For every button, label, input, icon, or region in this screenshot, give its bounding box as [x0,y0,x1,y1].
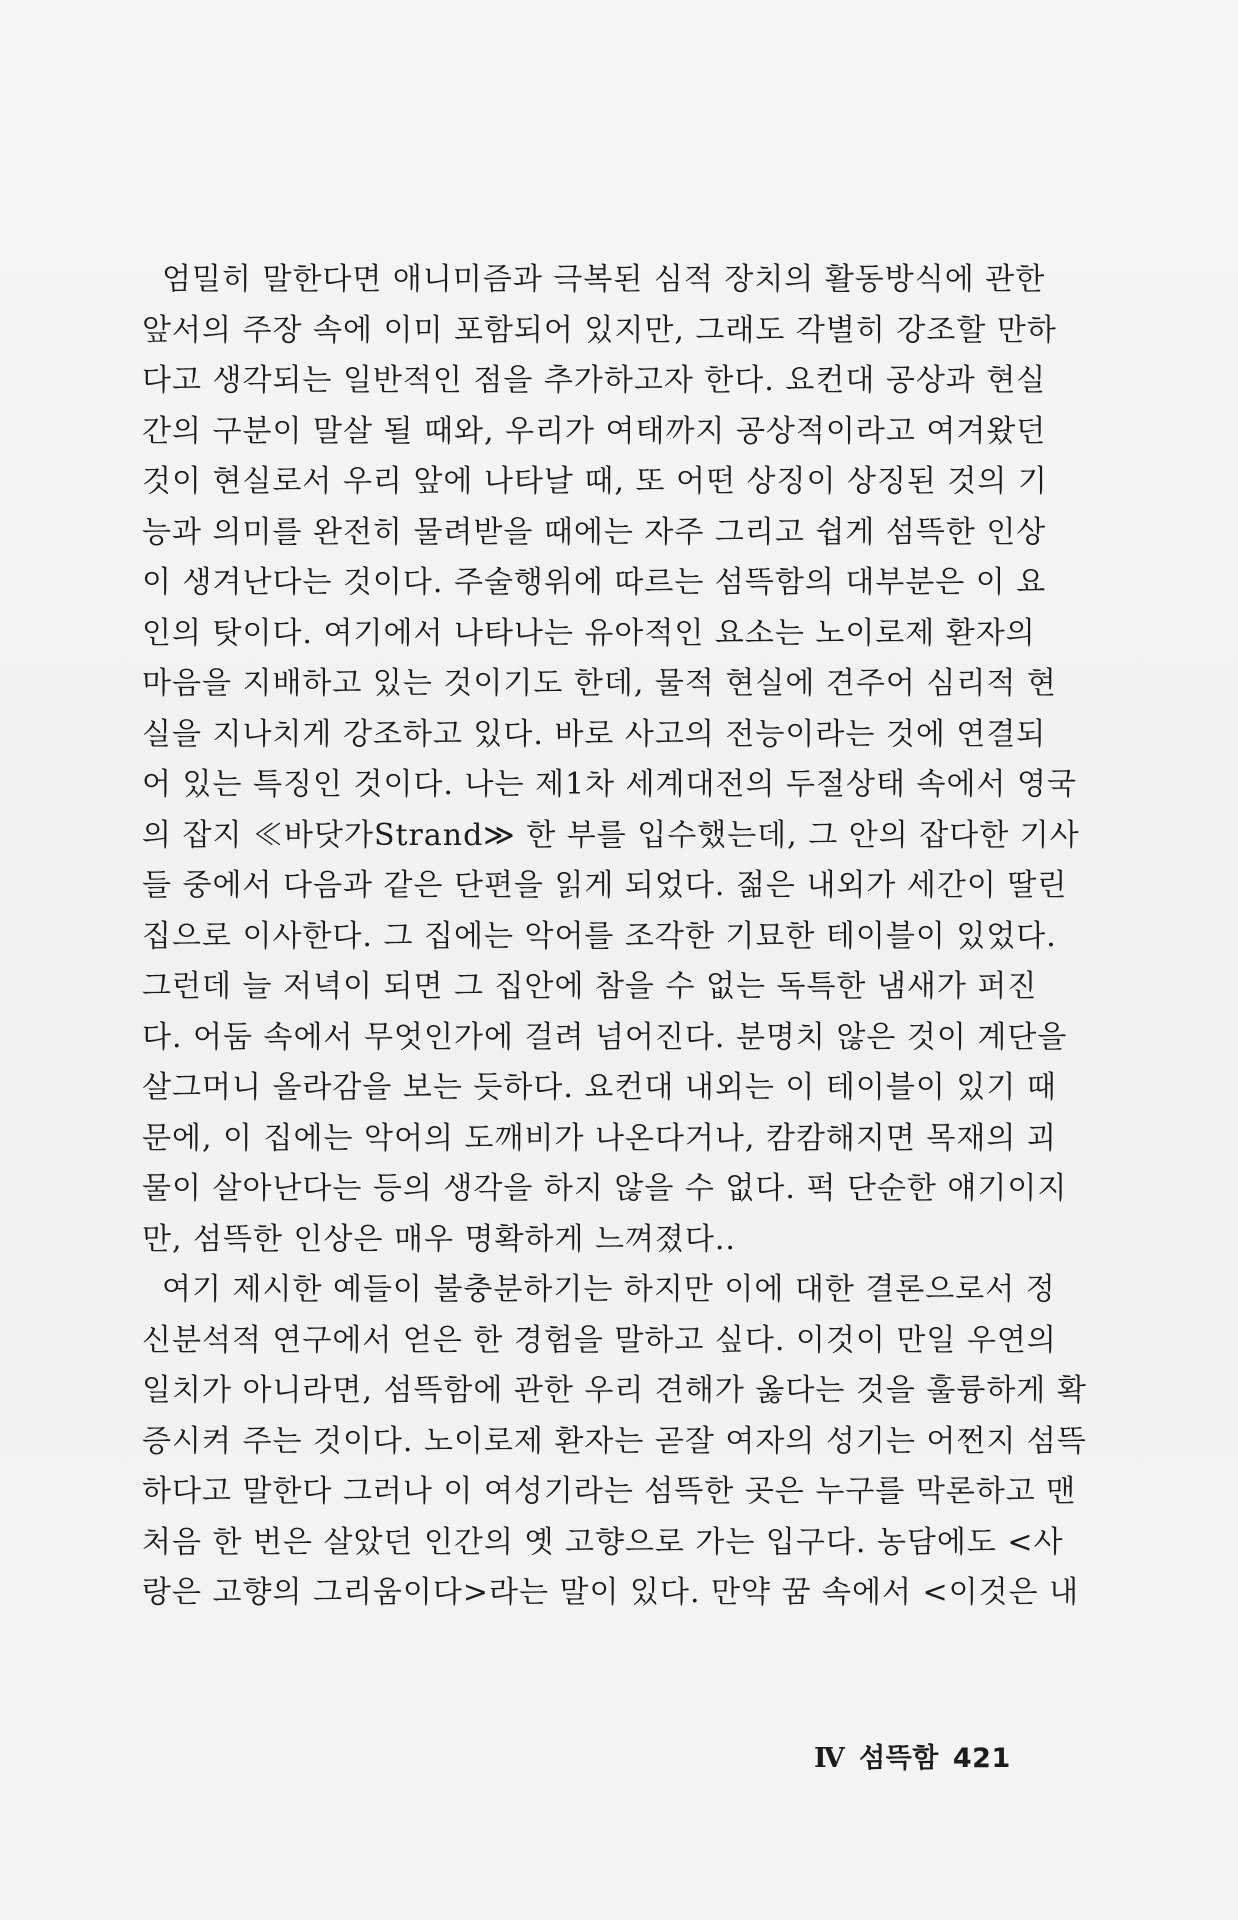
text-line: 살그머니 올라감을 보는 듯하다. 요컨대 내외는 이 테이블이 있기 때 [142,1070,1057,1105]
text-line: 마음을 지배하고 있는 것이기도 한데, 물적 현실에 견주어 심리적 현 [142,666,1057,701]
text-line: 다고 생각되는 일반적인 점을 추가하고자 한다. 요컨대 공상과 현실 [142,363,1047,398]
text-line: 엄밀히 말한다면 애니미즘과 극복된 심적 장치의 활동방식에 관한 [162,262,1046,297]
text-line: 만, 섬뜩한 인상은 매우 명확하게 느껴졌다.. [142,1221,736,1257]
text-line: 그런데 늘 저녁이 되면 그 집안에 참을 수 없는 독특한 냄새가 퍼진 [142,969,1038,1004]
body-text [142,255,1087,1619]
paragraph-1 [142,255,1080,1265]
text-line: 이 생겨난다는 것이다. 주술행위에 따르는 섬뜩함의 대부분은 이 요 [142,565,1047,600]
text-line: 신분석적 연구에서 얻은 한 경험을 말하고 싶다. 이것이 만일 우연의 [142,1322,1057,1358]
text-line: 증시켜 주는 것이다. 노이로제 환자는 곧잘 여자의 성기는 어쩐지 섬뜩 [142,1423,1087,1459]
text-line: 일치가 아니라면, 섬뜩함에 관한 우리 견해가 옳다는 것을 훌륭하게 확 [142,1373,1087,1408]
text-line: 실을 지나치게 강조하고 있다. 바로 사고의 전능이라는 것에 연결되 [142,716,1047,752]
text-line: 능과 의미를 완전히 물려받을 때에는 자주 그리고 쉽게 섬뜩한 인상 [142,514,1047,550]
text-line: 문에, 이 집에는 악어의 도깨비가 나온다거나, 캄캄해지면 목재의 괴 [142,1120,1057,1156]
text-line: 하다고 말한다 그러나 이 여성기라는 섬뜩한 곳은 누구를 막론하고 맨 [142,1474,1077,1509]
text-line: 의 잡지 ≪바닷가Strand≫ 한 부를 입수했는데, 그 안의 잡다한 기사 [142,817,1080,853]
text-line: 것이 현실로서 우리 앞에 나타날 때, 또 어떤 상징이 상징된 것의 기 [142,464,1048,499]
text-line: 물이 살아난다는 등의 생각을 하지 않을 수 없다. 퍽 단순한 얘기이지 [142,1171,1068,1206]
text-line: 인의 탓이다. 여기에서 나타나는 유아적인 요소는 노이로제 환자의 [142,615,1036,651]
paragraph-2 [142,1265,1087,1619]
text-line: 처음 한 번은 살았던 인간의 옛 고향으로 가는 입구다. 농담에도 <사 [142,1524,1064,1560]
text-line: 어 있는 특징인 것이다. 나는 제1차 세계대전의 두절상태 속에서 영국 [142,767,1077,802]
text-line: 집으로 이사한다. 그 집에는 악어를 조각한 기묘한 테이블이 있었다. [142,918,1057,954]
text-line: 들 중에서 다음과 같은 단편을 읽게 되었다. 젊은 내외가 세간이 딸린 [142,868,1068,903]
text-line: 앞서의 주장 속에 이미 포함되어 있지만, 그래도 각별히 강조할 만하 [142,312,1057,348]
page-footer [814,1736,1011,1775]
text-line: 여기 제시한 예들이 불충분하기는 하지만 이에 대한 결론으로서 정 [162,1272,1056,1307]
page-number: 421 [952,1743,1011,1774]
section-title: 섬뜩함 [859,1743,939,1774]
text-line: 간의 구분이 말살 될 때와, 우리가 여태까지 공상적이라고 여겨왔던 [142,413,1047,449]
text-line: 다. 어둠 속에서 무엇인가에 걸려 넘어진다. 분명치 않은 것이 계단을 [142,1019,1068,1055]
text-line: 랑은 고향의 그리움이다>라는 말이 있다. 만약 꿈 속에서 <이것은 내 [142,1575,1080,1610]
chapter-number: Ⅳ [814,1743,846,1774]
